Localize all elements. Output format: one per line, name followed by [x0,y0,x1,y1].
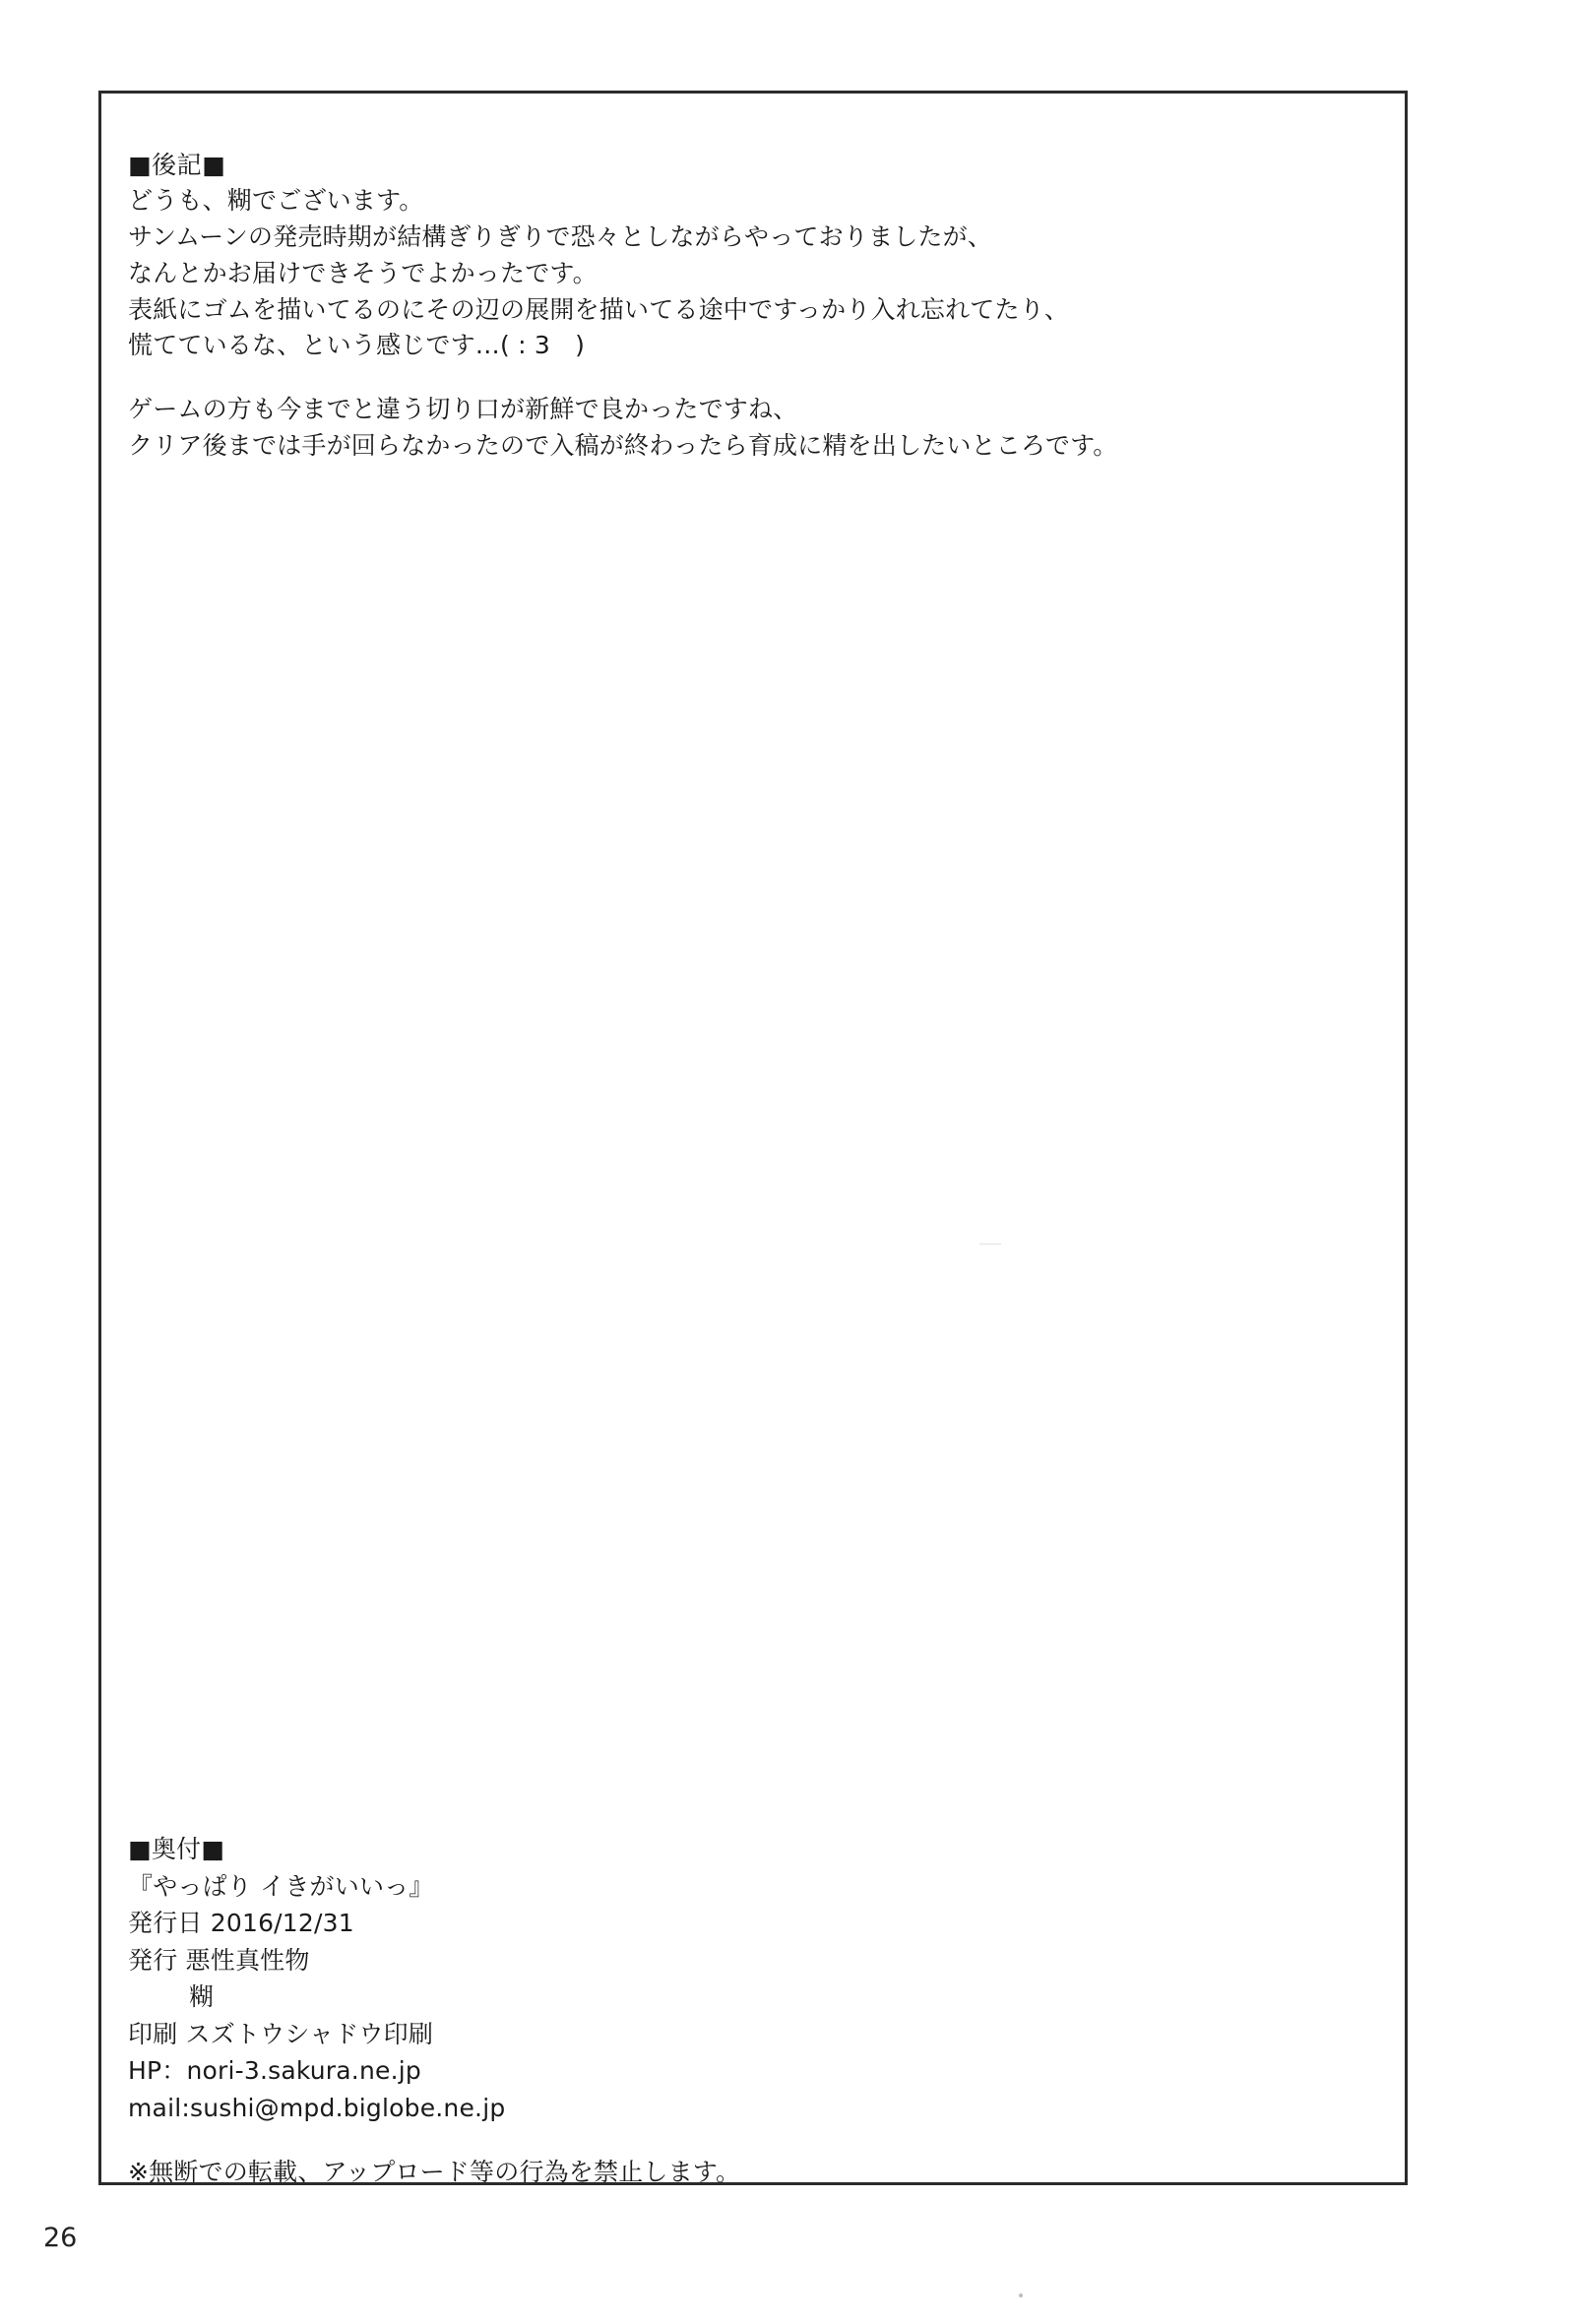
colophon-title: 『やっぱり イきがいいっ』 [128,1871,434,1901]
colophon-date: 発行日 2016/12/31 [128,1909,354,1937]
colophon-homepage: HP：nori-3.sakura.ne.jp [128,2056,421,2085]
colophon-printer: 印刷 スズトウシャドウ印刷 [128,2019,434,2048]
colophon-publisher: 発行 悪性真性物 [128,1945,310,1975]
afterword-line-5: 慌てているな、という感じです…( : 3 ) [128,331,586,360]
colophon-notice: ※無断での転載、アップロード等の行為を禁止します。 [128,2158,741,2186]
afterword-line-6: ゲームの方も今までと違う切り口が新鮮で良かったですね、 [128,395,798,423]
paragraph-gap [128,364,1309,392]
afterword-heading: ■後記■ [128,151,226,179]
page-number: 26 [43,2223,78,2253]
faint-printing-mark [979,1243,1001,1245]
afterword-section [128,148,1309,465]
colophon-mail: mail:sushi@mpd.biglobe.ne.jp [128,2093,506,2122]
afterword-line-4: 表紙にゴムを描いてるのにその辺の展開を描いてる途中ですっかり入れ忘れてたり、 [128,294,1070,324]
afterword-line-2: サンムーンの発売時期が結構ぎりぎりで恐々としながらやっておりましたが、 [128,222,993,251]
stray-dot-mark [1019,2293,1023,2297]
colophon-section [128,1831,1309,2191]
colophon-heading: ■奥付■ [128,1835,225,1863]
afterword-line-1: どうも、糊でございます。 [128,186,424,216]
colophon-author: 糊 [189,1982,215,2011]
afterword-line-3: なんとかお届けできそうでよかったです。 [128,258,598,287]
afterword-line-7: クリア後までは手が回らなかったので入稿が終わったら育成に精を出したいところです。 [128,430,1118,460]
